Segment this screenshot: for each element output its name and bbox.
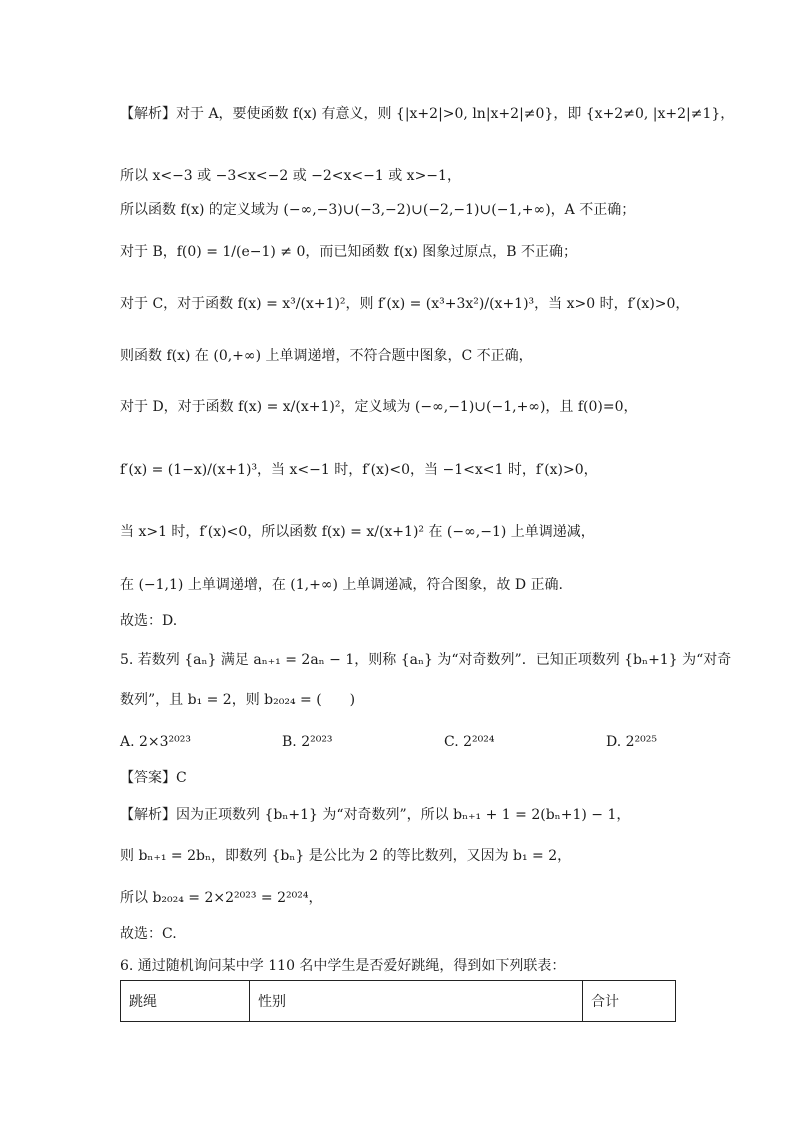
table-header-cell: 跳绳 xyxy=(121,981,250,1022)
analysis-line-4: 故选：C. xyxy=(120,926,177,942)
options-row xyxy=(120,732,684,752)
analysis-line-3: 所以 b₂₀₂₄ = 2×2²⁰²³ = 2²⁰²⁴， xyxy=(120,890,323,906)
line-11: 故选：D. xyxy=(120,613,178,629)
line-2: 所以 x<−3 或 −3<x<−2 或 −2<x<−1 或 x>−1， xyxy=(120,168,461,184)
answer-line: 【答案】C xyxy=(120,770,187,786)
line-6: 则函数 f(x) 在 (0,+∞) 上单调递增，不符合题中图象，C 不正确， xyxy=(120,348,533,364)
table-header-cell: 性别 xyxy=(250,981,583,1022)
option-b: B. 2²⁰²³ xyxy=(282,734,333,750)
line-10: 在 (−1,1) 上单调递增，在 (1,+∞) 上单调递减，符合图象，故 D 正确. xyxy=(120,577,563,593)
contingency-table xyxy=(120,980,676,1022)
line-4: 对于 B，f(0) = 1/(e−1) ≠ 0，而已知函数 f(x) 图象过原点，B 不正确； xyxy=(120,244,578,260)
line-3: 所以函数 f(x) 的定义域为 (−∞,−3)∪(−3,−2)∪(−2,−1)∪(−1,+∞)，A 不正确； xyxy=(120,202,636,218)
question-5-line-2: 数列”，且 b₁ = 2，则 b₂₀₂₄ = ( ) xyxy=(120,692,356,708)
line-8: f′(x) = (1−x)/(x+1)³，当 x<−1 时，f′(x)<0，当 −1<x<1 时，f′(x)>0， xyxy=(120,462,598,478)
analysis-line-2: 则 bₙ₊₁ = 2bₙ，即数列 {bₙ} 是公比为 2 的等比数列，又因为 b₁ = 2， xyxy=(120,848,572,864)
line-1: 【解析】对于 A，要使函数 f(x) 有意义，则 {|x+2|>0, ln|x+2|≠0}，即 {x+2≠0, |x+2|≠1}， xyxy=(120,106,735,122)
question-6-line: 6. 通过随机询问某中学 110 名中学生是否爱好跳绳，得到如下列联表： xyxy=(120,958,566,974)
analysis-line-1: 【解析】因为正项数列 {bₙ+1} 为“对奇数列”，所以 bₙ₊₁ + 1 = 2(bₙ+1) − 1， xyxy=(120,807,631,823)
line-5: 对于 C，对于函数 f(x) = x³/(x+1)²，则 f′(x) = (x³+3x²)/(x+1)³，当 x>0 时，f′(x)>0， xyxy=(120,296,690,312)
table-row xyxy=(121,981,676,1022)
line-9: 当 x>1 时，f′(x)<0，所以函数 f(x) = x/(x+1)² 在 (−∞,−1) 上单调递减， xyxy=(120,524,595,540)
option-c: C. 2²⁰²⁴ xyxy=(444,734,495,750)
table-header-cell: 合计 xyxy=(583,981,676,1022)
option-d: D. 2²⁰²⁵ xyxy=(606,734,657,750)
line-7: 对于 D，对于函数 f(x) = x/(x+1)²，定义域为 (−∞,−1)∪(−1,+∞)，且 f(0)=0， xyxy=(120,399,638,415)
option-a: A. 2×3²⁰²³ xyxy=(120,734,192,750)
question-5-line-1: 5. 若数列 {aₙ} 满足 aₙ₊₁ = 2aₙ − 1，则称 {aₙ} 为“对奇数列”．已知正项数列 {bₙ+1} 为“对奇 xyxy=(120,652,732,668)
